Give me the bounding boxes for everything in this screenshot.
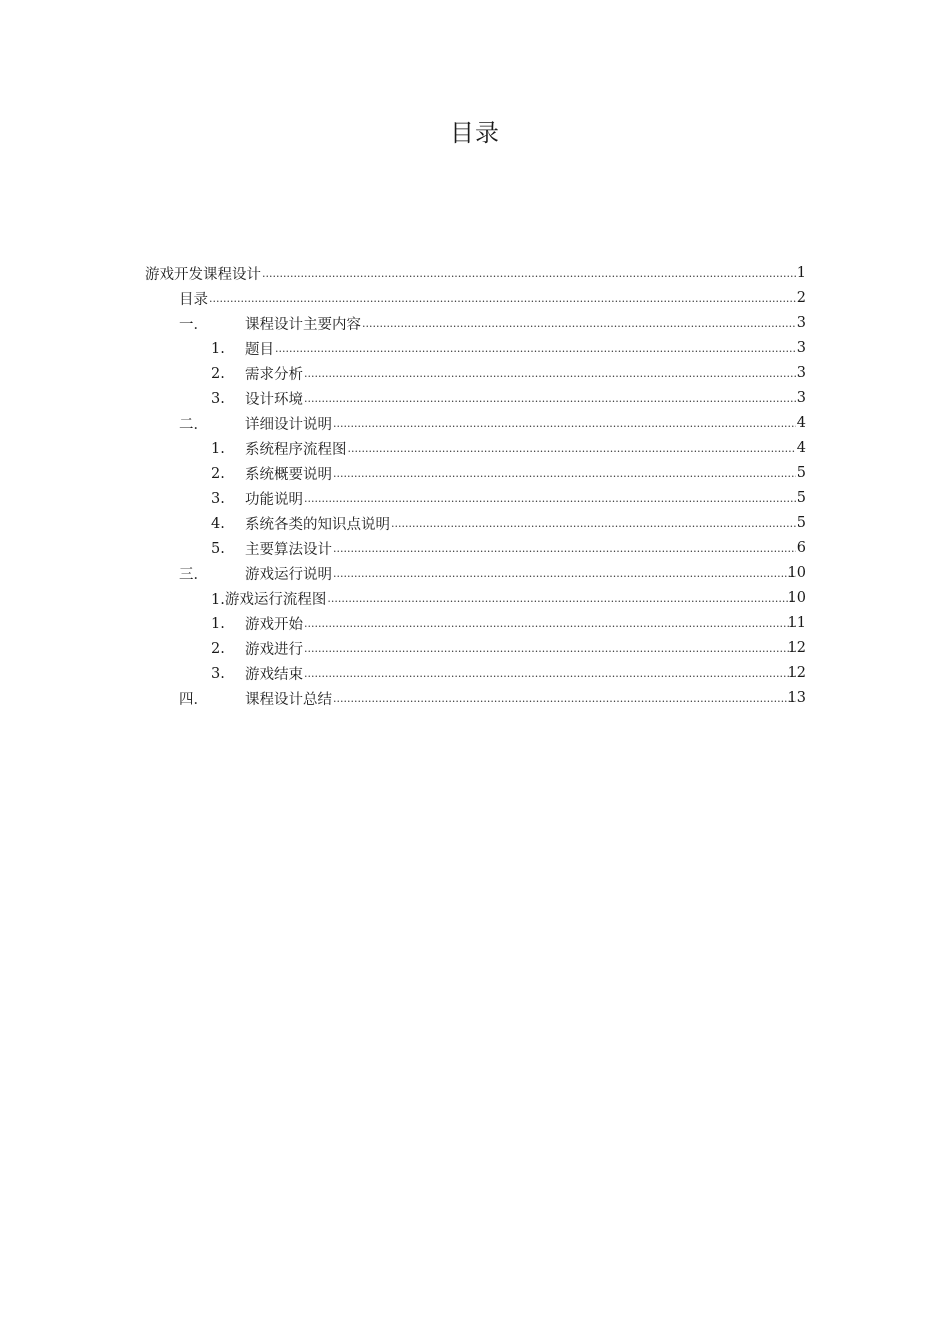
dot-leader xyxy=(304,386,796,411)
toc-entry-page: 6 xyxy=(796,540,806,556)
toc-entry[interactable] xyxy=(0,686,950,711)
dot-leader xyxy=(348,436,797,461)
toc-entry[interactable] xyxy=(0,486,950,511)
toc-entry[interactable] xyxy=(0,336,950,361)
toc-entry-page: 12 xyxy=(787,640,806,656)
toc-entry-page: 5 xyxy=(796,465,806,481)
toc-entry-number: 2. xyxy=(211,365,225,382)
toc-entry-number: 1. xyxy=(211,615,225,632)
toc-entry-number: 一． xyxy=(179,317,208,333)
toc-entry[interactable] xyxy=(0,436,950,461)
toc-entry-label: 主要算法设计 xyxy=(245,542,332,558)
toc-entry-label: 游戏开始 xyxy=(245,617,303,633)
dot-leader xyxy=(304,661,796,686)
toc-entry-page: 3 xyxy=(796,315,806,331)
toc-entry[interactable] xyxy=(0,461,950,486)
toc-entry[interactable] xyxy=(0,511,950,536)
toc-entry-label: 系统概要说明 xyxy=(245,467,332,483)
toc-entry-number: 3. xyxy=(211,390,225,407)
toc-entry[interactable] xyxy=(0,611,950,636)
toc-entry-label: 系统各类的知识点说明 xyxy=(245,517,390,533)
toc-entry-number: 2. xyxy=(211,640,225,657)
toc-entry-label: 需求分析 xyxy=(245,367,303,383)
toc-entry[interactable] xyxy=(0,261,950,286)
toc-entry[interactable] xyxy=(0,586,950,611)
dot-leader xyxy=(262,261,796,286)
toc-entry-page: 12 xyxy=(787,665,806,681)
toc-entry-page: 3 xyxy=(796,365,806,381)
toc-entry-number: 3. xyxy=(211,490,225,507)
toc-entry-page: 5 xyxy=(796,515,806,531)
dot-leader xyxy=(333,536,796,561)
toc-entry-label: 课程设计主要内容 xyxy=(245,317,361,333)
dot-leader xyxy=(391,511,796,536)
page-title: 目录 xyxy=(450,119,500,147)
toc-entry-number: 2. xyxy=(211,465,225,482)
toc-entry-label: 设计环境 xyxy=(245,392,303,408)
toc-entry[interactable] xyxy=(0,661,950,686)
dot-leader xyxy=(304,486,796,511)
toc-entry-number: 四． xyxy=(179,692,208,708)
toc-entry-label: 功能说明 xyxy=(245,492,303,508)
toc-entry-label: 1.游戏运行流程图 xyxy=(211,592,327,608)
dot-leader xyxy=(304,361,796,386)
toc-entry-page: 5 xyxy=(796,490,806,506)
toc-entry-number: 二． xyxy=(179,417,208,433)
toc-entry-page: 2 xyxy=(796,290,806,306)
toc-entry-page: 3 xyxy=(796,390,806,406)
toc-entry-label: 系统程序流程图 xyxy=(245,442,347,458)
toc-entry-label: 题目 xyxy=(245,342,274,358)
toc-entry[interactable] xyxy=(0,561,950,586)
toc-entry-page: 1 xyxy=(796,265,806,281)
dot-leader xyxy=(362,311,796,336)
toc-entry[interactable] xyxy=(0,411,950,436)
toc-entry-label: 游戏结束 xyxy=(245,667,303,683)
toc-entry-number: 4. xyxy=(211,515,225,532)
toc-entry-page: 13 xyxy=(787,690,806,706)
toc-entry-number: 三． xyxy=(179,567,208,583)
toc-entry[interactable] xyxy=(0,536,950,561)
toc-entry-page: 4 xyxy=(796,440,806,456)
toc-entry-label: 游戏进行 xyxy=(245,642,303,658)
toc-entry-page: 4 xyxy=(796,415,806,431)
toc-entry-number: 5. xyxy=(211,540,225,557)
table-of-contents xyxy=(0,261,950,711)
toc-entry[interactable] xyxy=(0,636,950,661)
dot-leader xyxy=(304,611,796,636)
dot-leader xyxy=(275,336,796,361)
toc-entry-number: 1. xyxy=(211,340,225,357)
toc-entry-page: 3 xyxy=(796,340,806,356)
toc-entry-label: 游戏运行说明 xyxy=(245,567,332,583)
toc-entry-number: 3. xyxy=(211,665,225,682)
dot-leader xyxy=(333,686,796,711)
toc-entry-page: 11 xyxy=(787,615,806,631)
toc-entry-page: 10 xyxy=(787,565,806,581)
dot-leader xyxy=(333,561,796,586)
toc-entry-label: 课程设计总结 xyxy=(245,692,332,708)
toc-entry[interactable] xyxy=(0,286,950,311)
toc-entry-label: 游戏开发课程设计 xyxy=(145,267,261,283)
toc-entry-label: 详细设计说明 xyxy=(245,417,332,433)
toc-entry[interactable] xyxy=(0,361,950,386)
toc-entry-label: 目录 xyxy=(179,292,208,308)
toc-entry[interactable] xyxy=(0,386,950,411)
toc-entry-page: 10 xyxy=(787,590,806,606)
dot-leader xyxy=(327,586,796,611)
toc-entry[interactable] xyxy=(0,311,950,336)
dot-leader xyxy=(333,461,796,486)
dot-leader xyxy=(333,411,796,436)
toc-entry-number: 1. xyxy=(211,440,225,457)
dot-leader xyxy=(304,636,796,661)
dot-leader xyxy=(209,286,796,311)
